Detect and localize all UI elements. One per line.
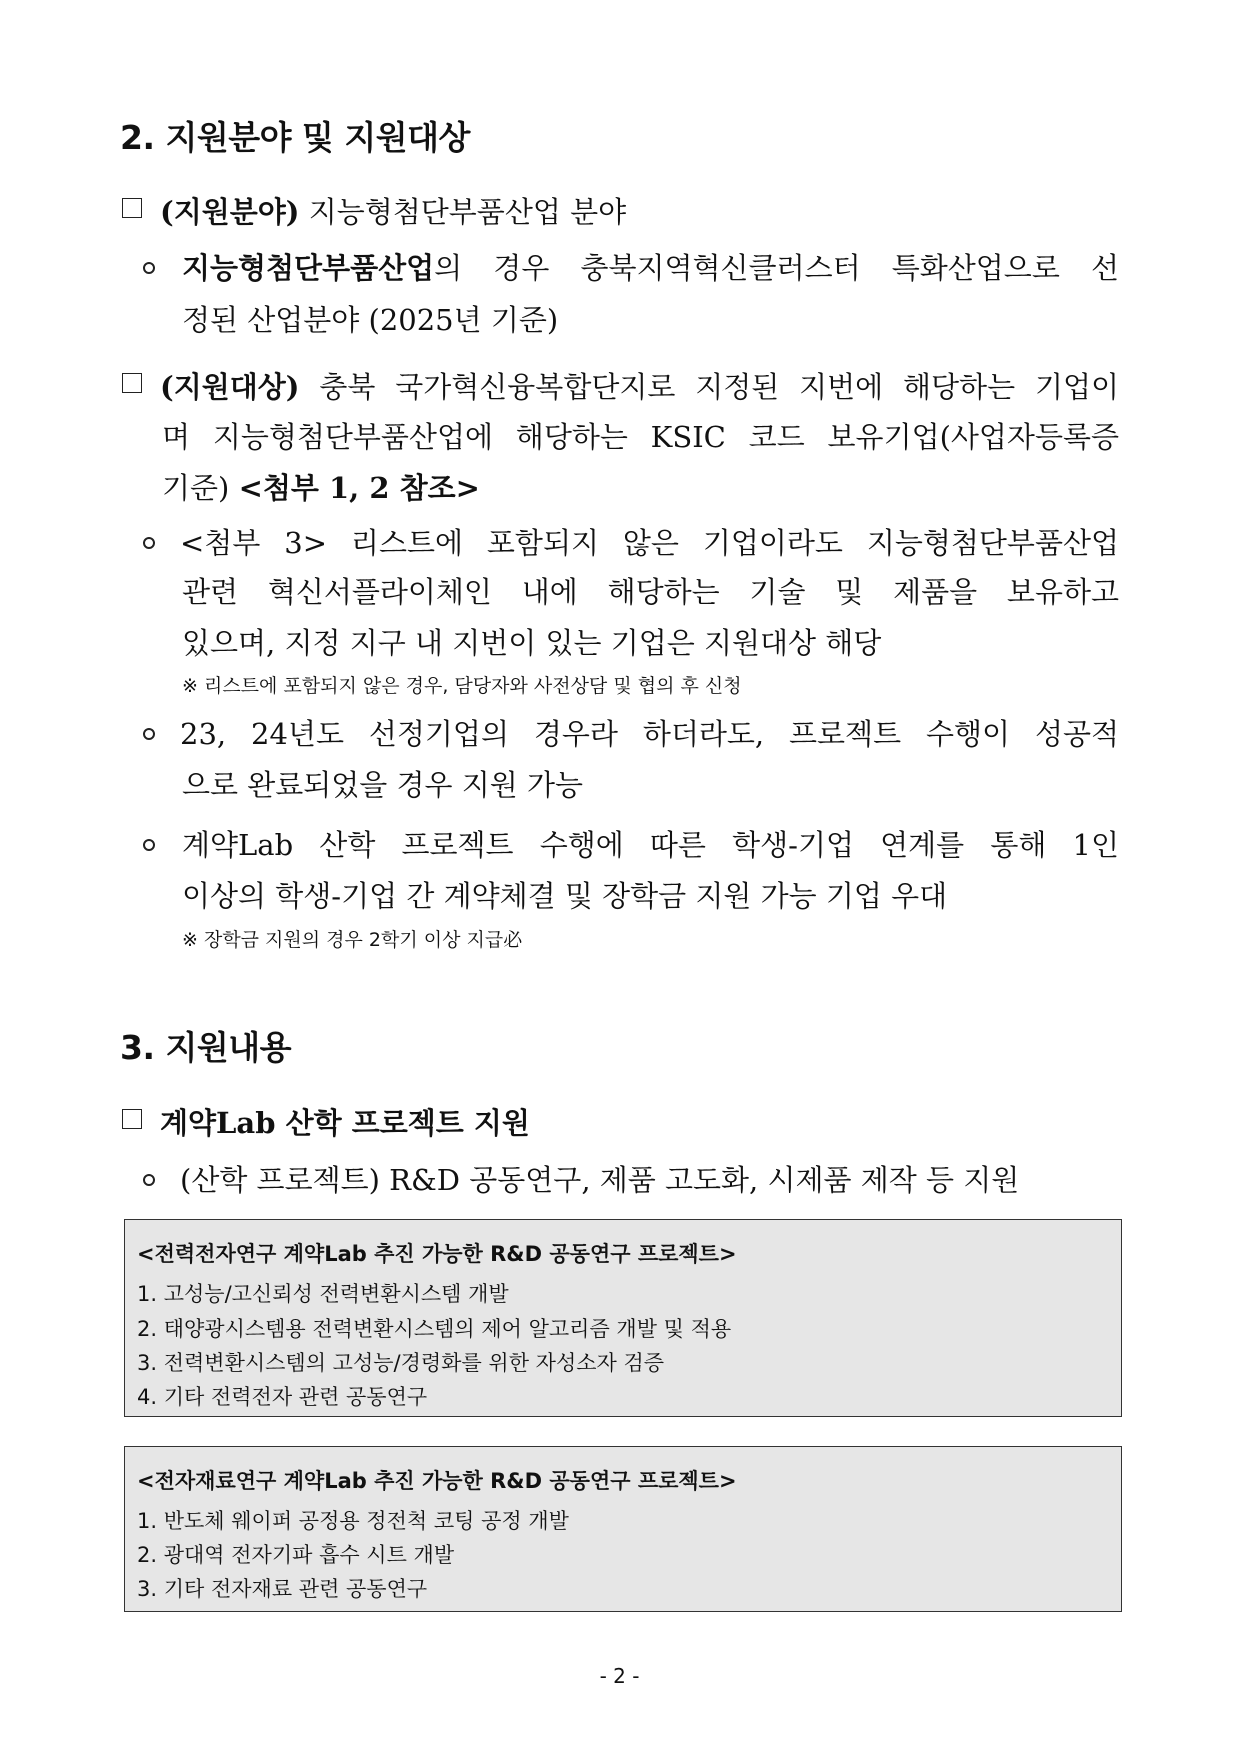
field-bullet-line2: 정된 산업분야 (2025년 기준): [182, 303, 559, 337]
box-list-item: 1. 반도체 웨이퍼 공정용 정전척 코팅 공정 개발: [137, 1509, 569, 1533]
box-list-item: 4. 기타 전력전자 관련 공동연구: [137, 1385, 428, 1409]
box-list-item: 3. 전력변환시스템의 고성능/경령화를 위한 자성소자 검증: [137, 1351, 665, 1375]
bullet-circle-icon: [143, 537, 155, 549]
field-bullet-bold: 지능형첨단부품산업: [182, 251, 435, 285]
box-list-item: 1. 고성능/고신뢰성 전력변환시스템 개발: [137, 1282, 509, 1306]
checkbox-square-icon: [122, 198, 142, 218]
section-3-subheading: 계약Lab 산학 프로젝트 지원: [160, 1106, 530, 1140]
box-list-item: 2. 광대역 전자기파 흡수 시트 개발: [137, 1543, 455, 1567]
box-title: <전자재료연구 계약Lab 추진 가능한 R&D 공동연구 프로젝트>: [137, 1469, 737, 1493]
support-field-text: 지능형첨단부품산업 분야: [299, 195, 627, 229]
box-title: <전력전자연구 계약Lab 추진 가능한 R&D 공동연구 프로젝트>: [137, 1242, 737, 1266]
support-field-label: (지원분야): [160, 195, 300, 229]
target-bullet3-line2: 이상의 학생-기업 간 계약체결 및 장학금 지원 가능 기업 우대: [182, 879, 948, 913]
target-bullet1-line2: 관련 혁신서플라이체인 내에 해당하는 기술 및 제품을 보유하고: [182, 575, 1119, 609]
box-list-item: 3. 기타 전자재료 관련 공동연구: [137, 1577, 428, 1601]
section-2-heading: 2. 지원분야 및 지원대상: [120, 118, 470, 157]
target-bullet1-line3: 있으며, 지정 지구 내 지번이 있는 기업은 지원대상 해당: [182, 626, 882, 660]
bullet-circle-icon: [143, 839, 155, 851]
target-bullet3-line1: 계약Lab 산학 프로젝트 수행에 따른 학생-기업 연계를 통해 1인: [182, 828, 1119, 862]
support-target-line2: 며 지능형첨단부품산업에 해당하는 KSIC 코드 보유기업(사업자등록증: [162, 420, 1119, 454]
checkbox-square-icon: [122, 1109, 142, 1129]
project-box-power-electronics: [124, 1219, 1122, 1417]
target-bullet2-line2: 으로 완료되었을 경우 지원 가능: [182, 768, 584, 802]
field-bullet-line1: [182, 246, 1119, 287]
support-target-line3-plain: 기준): [162, 471, 239, 505]
field-bullet-rest: 의 경우 충북지역혁신클러스터 특화산업으로 선: [434, 251, 1119, 285]
checkbox-square-icon: [122, 373, 142, 393]
support-target-attachment-ref: <첨부 1, 2 참조>: [238, 471, 480, 505]
support-target-line1: [160, 365, 1119, 406]
section-3-bullet: (산학 프로젝트) R&D 공동연구, 제품 고도화, 시제품 제작 등 지원: [180, 1163, 1020, 1197]
bullet-circle-icon: [143, 728, 155, 740]
bullet-circle-icon: [143, 1174, 155, 1186]
target-bullet1-note: ※ 리스트에 포함되지 않은 경우, 담당자와 사전상담 및 협의 후 신청: [182, 675, 742, 697]
page-number: - 2 -: [599, 1664, 640, 1688]
target-bullet2-line1: 23, 24년도 선정기업의 경우라 하더라도, 프로젝트 수행이 성공적: [180, 717, 1119, 751]
box-list-item: 2. 태양광시스템용 전력변환시스템의 제어 알고리즘 개발 및 적용: [137, 1317, 732, 1341]
target-bullet3-note: ※ 장학금 지원의 경우 2학기 이상 지급必: [182, 929, 523, 951]
support-target-text: 충북 국가혁신융복합단지로 지정된 지번에 해당하는 기업이: [299, 370, 1119, 404]
support-target-label: (지원대상): [160, 370, 300, 404]
bullet-circle-icon: [143, 262, 155, 274]
section-3-heading: 3. 지원내용: [120, 1028, 291, 1067]
support-target-line3: [162, 466, 480, 507]
target-bullet1-line1: <첨부 3> 리스트에 포함되지 않은 기업이라도 지능형첨단부품산업: [180, 526, 1119, 560]
project-box-electronic-materials: [124, 1446, 1122, 1612]
support-field-line: [160, 190, 626, 231]
